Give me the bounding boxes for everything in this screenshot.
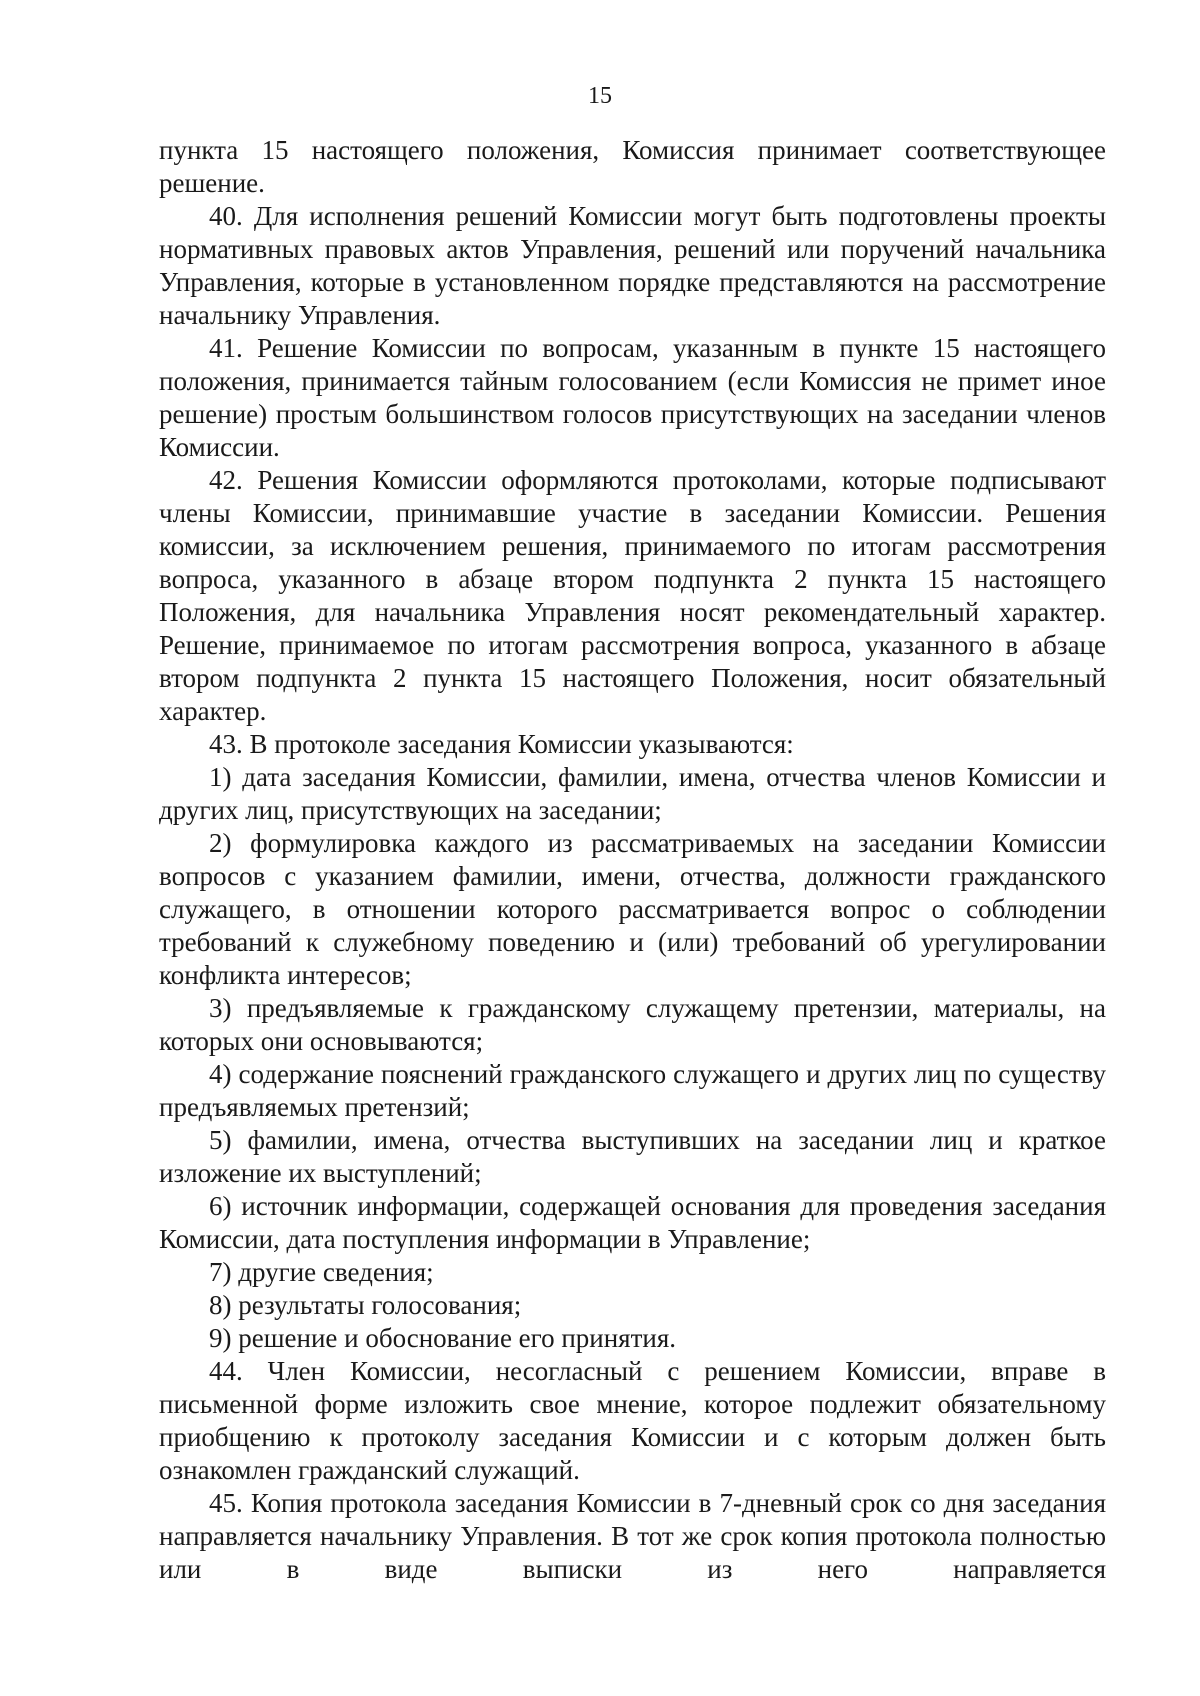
paragraph-40: 40. Для исполнения решений Комиссии могут быть подготовлены проекты нормативных правовых актов Управления, решений или поручений начальника Управления, которые в установленном порядке представляются на рассмотрение начальнику Управления. <box>159 201 1106 330</box>
list-item-3: 3) предъявляемые к гражданскому служащему претензии, материалы, на которых они основываются; <box>159 993 1106 1056</box>
paragraph-44: 44. Член Комиссии, несогласный с решением Комиссии, вправе в письменной форме изложить свое мнение, которое подлежит обязательному приобщению к протоколу заседания Комиссии и с которым должен быть ознакомлен гражданский служащий. <box>159 1356 1106 1485</box>
document-body <box>159 134 1106 1586</box>
paragraph-43: 43. В протоколе заседания Комиссии указываются: <box>209 729 794 759</box>
list-item-2: 2) формулировка каждого из рассматриваемых на заседании Комиссии вопросов с указанием фамилии, имени, отчества, должности гражданского служащего, в отношении которого рассматривается вопрос о соблюдении требований к служебному поведению и (или) требований об урегулировании конфликта интересов; <box>159 828 1106 990</box>
list-item-1: 1) дата заседания Комиссии, фамилии, имена, отчества членов Комиссии и других лиц, присутствующих на заседании; <box>159 762 1106 825</box>
list-item-8: 8) результаты голосования; <box>209 1290 522 1320</box>
list-item-7: 7) другие сведения; <box>209 1257 434 1287</box>
paragraph-41: 41. Решение Комиссии по вопросам, указанным в пункте 15 настоящего положения, принимается тайным голосованием (если Комиссия не примет иное решение) простым большинством голосов присутствующих на заседании членов Комиссии. <box>159 333 1106 462</box>
list-item-4: 4) содержание пояснений гражданского служащего и других лиц по существу предъявляемых претензий; <box>159 1059 1106 1122</box>
list-item-6: 6) источник информации, содержащей основания для проведения заседания Комиссии, дата поступления информации в Управление; <box>159 1191 1106 1254</box>
paragraph-42: 42. Решения Комиссии оформляются протоколами, которые подписывают члены Комиссии, принимавшие участие в заседании Комиссии. Решения комиссии, за исключением решения, принимаемого по итогам рассмотрения вопроса, указанного в абзаце втором подпункта 2 пункта 15 настоящего Положения, для начальника Управления носят рекомендательный характер. Решение, принимаемое по итогам рассмотрения вопроса, указанного в абзаце втором подпункта 2 пункта 15 настоящего Положения, носит обязательный характер. <box>159 465 1106 726</box>
list-item-5: 5) фамилии, имена, отчества выступивших на заседании лиц и краткое изложение их выступлений; <box>159 1125 1106 1188</box>
paragraph-45: 45. Копия протокола заседания Комиссии в 7-дневный срок со дня заседания направляется начальнику Управления. В тот же срок копия протокола полностью или в виде выписки из него направляется <box>159 1488 1106 1584</box>
paragraph-continuation: пункта 15 настоящего положения, Комиссия принимает соответствующее решение. <box>159 135 1106 198</box>
page-number: 15 <box>588 83 612 109</box>
list-item-9: 9) решение и обоснование его принятия. <box>209 1323 677 1353</box>
